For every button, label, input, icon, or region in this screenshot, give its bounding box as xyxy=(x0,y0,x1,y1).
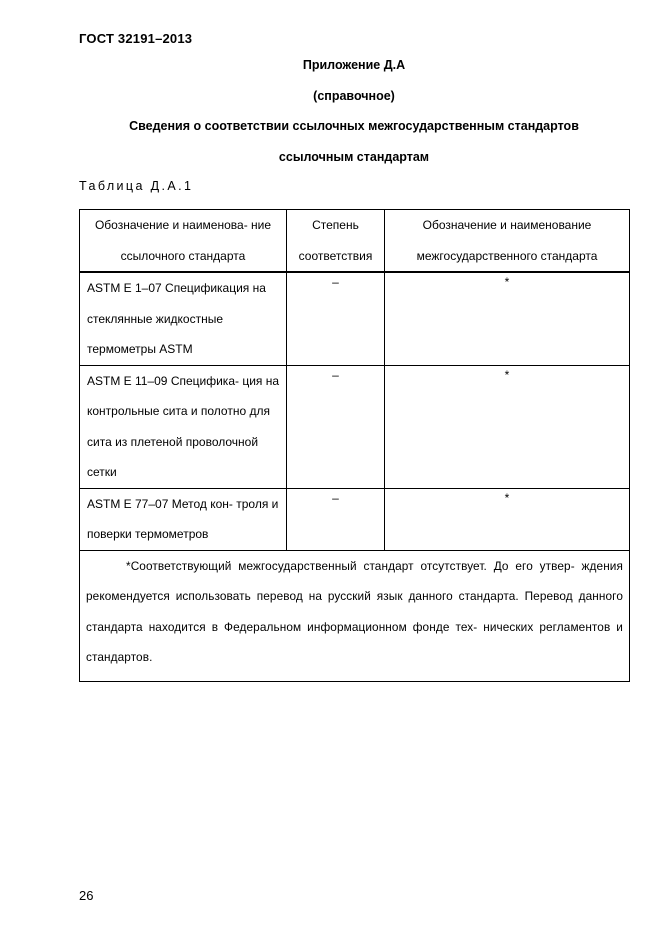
reference-standards-table xyxy=(79,209,630,682)
annex-heading-line-1: Сведения о соответствии ссылочных межгосударственным стандартов xyxy=(129,119,579,133)
annex-heading-line-2: ссылочным стандартам xyxy=(278,150,430,164)
annex-note: (справочное) xyxy=(313,89,395,103)
table-header-row xyxy=(80,210,630,273)
reference-standard-cell: ASTM E 1–07 Спецификация на стеклянные жидкостные термометры ASTM xyxy=(80,272,287,365)
reference-standard-cell: ASTM E 77–07 Метод кон- троля и поверки термометров xyxy=(80,488,287,550)
interstate-standard-cell xyxy=(385,488,630,550)
header-degree-of-conformity: Степень соответствия xyxy=(287,210,385,273)
interstate-standard-value: * xyxy=(504,367,510,382)
annex-title: Приложение Д.А xyxy=(302,58,406,72)
degree-value: – xyxy=(332,367,339,382)
degree-value: – xyxy=(332,275,339,289)
interstate-standard-value: * xyxy=(504,275,510,289)
header-reference-standard: Обозначение и наименова- ние ссылочного стандарта xyxy=(80,210,287,273)
table-footnote: *Соответствующий межгосударственный стандарт отсутствует. До его утвер- ждения рекомендуется использовать перевод на русский язык данного стандарта. Перевод данного стандарта находится в Федеральном информационном фонде тех- нических регламентов и стандартов. xyxy=(86,558,623,664)
interstate-standard-cell xyxy=(385,365,630,488)
degree-cell xyxy=(287,272,385,365)
interstate-standard-value: * xyxy=(504,490,510,505)
table-row xyxy=(80,272,630,365)
table-row xyxy=(80,488,630,550)
degree-value: – xyxy=(332,490,339,505)
table-footnote-row xyxy=(80,550,630,681)
page-number: 26 xyxy=(79,888,94,903)
table-footnote-cell xyxy=(80,550,630,681)
document-code: ГОСТ 32191–2013 xyxy=(79,31,193,46)
degree-cell xyxy=(287,365,385,488)
table-row xyxy=(80,365,630,488)
degree-cell xyxy=(287,488,385,550)
reference-standard-cell: ASTM E 11–09 Специфика- ция на контрольные сита и полотно для сита из плетеной проволочной сетки xyxy=(80,365,287,488)
interstate-standard-cell xyxy=(385,272,630,365)
table-caption: Таблица Д.А.1 xyxy=(79,179,194,193)
header-interstate-standard: Обозначение и наименование межгосударственного стандарта xyxy=(385,210,630,273)
